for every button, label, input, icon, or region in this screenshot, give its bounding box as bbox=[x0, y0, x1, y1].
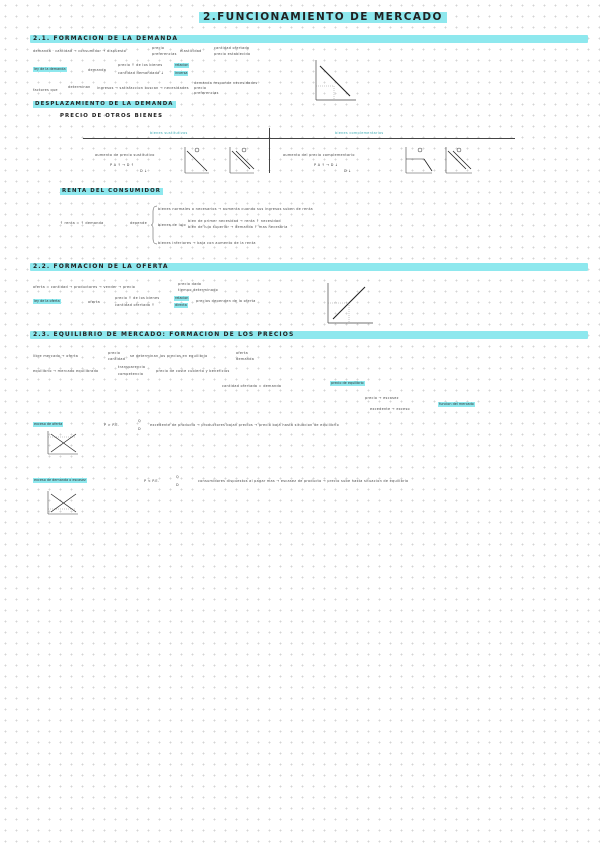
eq-center-tag: precio de equilibrio bbox=[331, 381, 364, 385]
demand-tag-relacion: relacion bbox=[175, 63, 189, 67]
excess-supply-brace-a: Q bbox=[138, 419, 141, 423]
demand-definition: demanda · cantidad → consumidor → dispuesto bbox=[33, 49, 127, 53]
excess-demand-eq: P < P.E. bbox=[144, 479, 160, 483]
eq-row1-left: libre mercado → oferta bbox=[33, 354, 79, 358]
substitute-graph-b bbox=[228, 145, 256, 175]
demand-factors: factores que bbox=[33, 88, 58, 92]
eq-row2-brace-b: competencia bbox=[118, 372, 144, 376]
demand-law-brace-b: cantidad demandada ↓ bbox=[118, 71, 164, 75]
supply-curve-graph bbox=[325, 281, 375, 327]
eq-right-b: excedente → exceso bbox=[370, 407, 410, 411]
income-branch-1: bienes normales o necesarios → aumenta cuando sus ingresos suben de renta bbox=[158, 207, 313, 211]
eq-row2-brace-a: transparencia bbox=[118, 365, 146, 369]
demand-factors-r2: precio bbox=[194, 86, 207, 90]
substitute-eq: P A ↑ → D ↑ bbox=[110, 163, 135, 167]
demand-tag-inversa: inversa bbox=[175, 71, 188, 75]
supply-right-b: tiempo determinado bbox=[178, 288, 219, 292]
excess-supply-graph bbox=[46, 430, 80, 458]
demand-law-label: ley de la demanda bbox=[34, 67, 66, 71]
excess-supply-text: excedente de producto → productores bajan precios → precio baja hasta situacion de equilibrio bbox=[150, 423, 339, 427]
excess-demand-graph bbox=[46, 490, 80, 518]
supply-law-arrow: oferta bbox=[88, 300, 100, 304]
complement-text: aumento del precio complementario bbox=[283, 153, 355, 157]
income-title: RENTA DEL CONSUMIDOR bbox=[62, 188, 162, 194]
demand-factors-a: determinan bbox=[68, 85, 91, 89]
excess-demand-brace-b: D bbox=[176, 483, 179, 487]
demand-right-a: cantidad ofertada bbox=[214, 46, 250, 50]
supply-tag-text: precios dependen de la oferta bbox=[196, 299, 256, 303]
shift-title: DESPLAZAMIENTO DE LA DEMANDA bbox=[35, 101, 174, 107]
eq-row1-brace-b: cantidad bbox=[108, 357, 126, 361]
supply-right-a: precio dado bbox=[178, 282, 202, 286]
table-divider-h bbox=[83, 138, 515, 139]
substitute-text: aumento de precio sustitutivo bbox=[95, 153, 155, 157]
supply-law-label: ley de la oferta bbox=[34, 299, 60, 303]
demand-law-arrow: demanda bbox=[88, 68, 107, 72]
excess-supply-brace-b: D bbox=[138, 427, 141, 431]
supply-tag-relacion: relacion bbox=[175, 296, 189, 300]
eq-row1-right-a: oferta bbox=[236, 351, 248, 355]
eq-row1-mid: se determinan los precios en equilibrio bbox=[130, 354, 208, 358]
col-substitutes: bienes sustitutivos bbox=[150, 131, 188, 135]
substitute-eq2: D ↓ bbox=[140, 169, 148, 173]
complement-eq: P A ↑ → D ↓ bbox=[314, 163, 339, 167]
demand-curve-graph bbox=[313, 58, 358, 103]
demand-law-brace-a: precio ↑ de los bienes bbox=[118, 63, 163, 67]
excess-demand-label: exceso de demanda o escasez bbox=[34, 478, 86, 482]
demand-brace-1a: precio bbox=[152, 46, 165, 50]
income-branch-2b: bien de lujo superior → demanda ↑ mas necesaria bbox=[188, 225, 288, 229]
complement-graph-a bbox=[404, 145, 434, 175]
eq-row1-brace-a: precio bbox=[108, 351, 121, 355]
excess-supply-label: exceso de oferta bbox=[34, 422, 63, 426]
table-divider-v bbox=[269, 128, 270, 173]
eq-row2-left: equilibrio → mercado equilibrado bbox=[33, 369, 99, 373]
eq-row1-right-b: demanda bbox=[236, 357, 255, 361]
supply-tag-directa: directa bbox=[175, 303, 187, 307]
page-title: 2.FUNCIONAMIENTO DE MERCADO bbox=[199, 12, 447, 23]
income-branch-2: bienes de lujo bbox=[158, 223, 186, 227]
demand-right-b: precio establecido bbox=[214, 52, 251, 56]
eq-center: cantidad ofertada = demanda bbox=[222, 384, 282, 388]
demand-elasticity: elasticidad bbox=[180, 49, 202, 53]
complement-eq2: D ↓ bbox=[344, 169, 352, 173]
section-heading-equilibrium: 2.3. EQUILIBRIO DE MERCADO: FORMACION DE LOS PRECIOS bbox=[33, 331, 295, 338]
col-complements: bienes complementarios bbox=[335, 131, 384, 135]
demand-factors-r1: demanda responde necesidades bbox=[194, 81, 258, 85]
income-branch-3: bienes inferiores → baja con aumento de la renta bbox=[158, 241, 256, 245]
excess-supply-eq: P > P.E. bbox=[104, 423, 120, 427]
demand-brace-1b: preferencias bbox=[152, 52, 177, 56]
income-mid: depende bbox=[130, 221, 147, 225]
substitute-graph-a bbox=[183, 145, 211, 175]
eq-row2-mid: precio de coste cubierto y beneficios bbox=[156, 369, 230, 373]
income-left: ↑ renta = ↑ demanda bbox=[60, 221, 104, 225]
income-brace bbox=[150, 205, 158, 245]
income-branch-2a: bien de primer necesidad → renta ↑ necesidad bbox=[188, 219, 281, 223]
supply-law-brace-b: cantidad ofertada ↑ bbox=[115, 303, 155, 307]
supply-law-brace-a: precio ↑ de los bienes bbox=[115, 296, 160, 300]
demand-factors-r3: preferencias bbox=[194, 91, 219, 95]
shift-subtitle: PRECIO DE OTROS BIENES bbox=[60, 113, 164, 119]
excess-demand-text: consumidores dispuestos al pagar mas → escasez de producto → precio sube hasta situacion de equilibrio bbox=[198, 479, 409, 483]
eq-right-a: precio → escasez bbox=[365, 396, 399, 400]
section-heading-demand: 2.1. FORMACION DE LA DEMANDA bbox=[33, 35, 179, 42]
supply-definition: oferta = cantidad → productores → vender → precio bbox=[33, 285, 136, 289]
demand-factors-mid: ingresos → satisfaccion buscan → necesidades bbox=[97, 86, 189, 90]
section-heading-supply: 2.2. FORMACION DE LA OFERTA bbox=[33, 263, 169, 270]
excess-demand-brace-a: Q bbox=[176, 475, 179, 479]
eq-right-tag: funcion del mercado bbox=[439, 402, 474, 406]
complement-graph-b bbox=[444, 145, 474, 175]
